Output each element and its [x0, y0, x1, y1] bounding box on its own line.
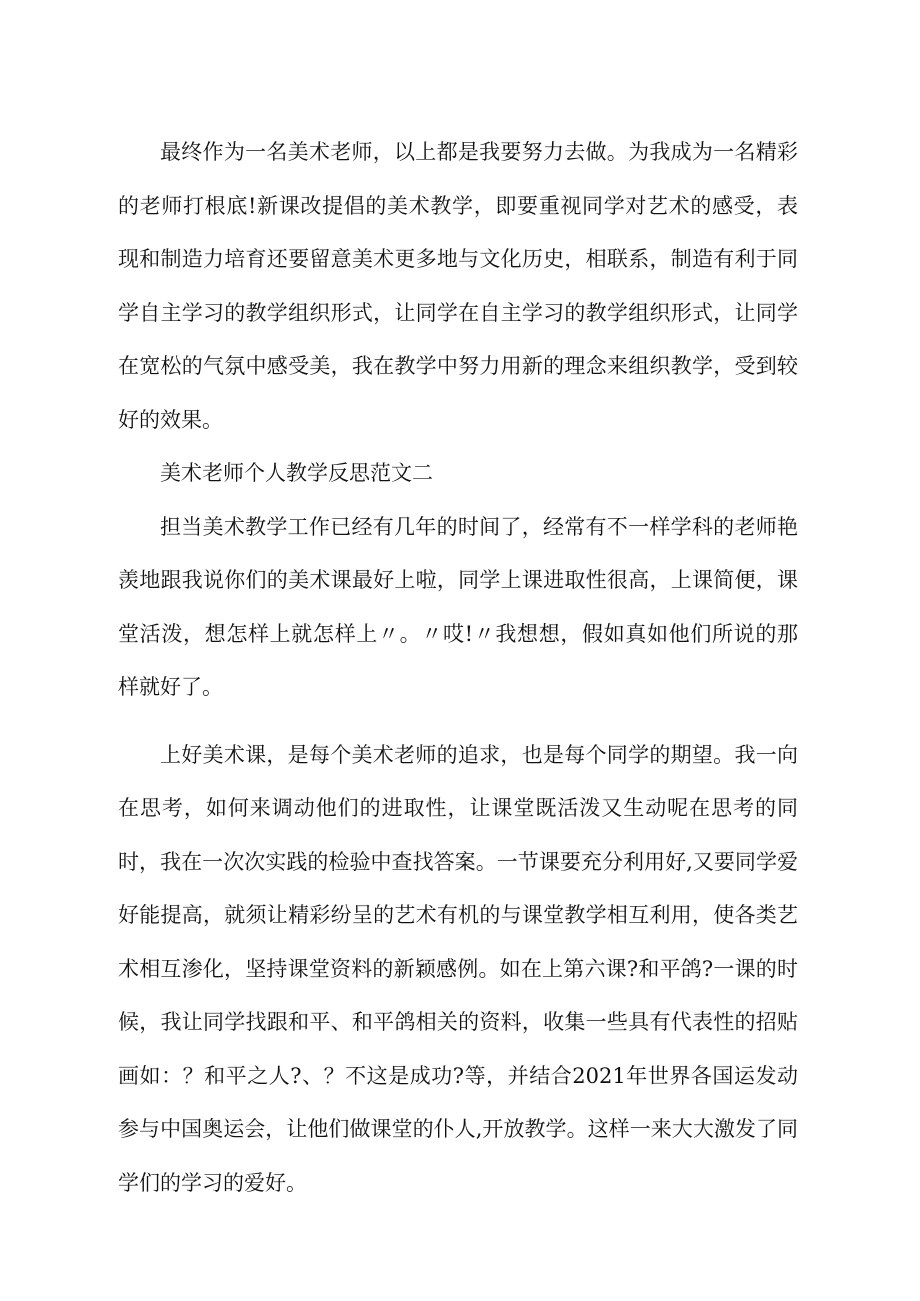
- paragraph-2: 担当美术教学工作已经有几年的时间了，经常有不一样学科的老师艳羡地跟我说你们的美术课最好上啦，同学上课进取性很高，上课简便，课堂活泼，想怎样上就怎样上〃。〃哎!〃我想想，假如真如他们所说的那样就好了。: [118, 514, 798, 699]
- section-heading: 美术老师个人教学反思范文二: [160, 461, 433, 485]
- paragraph-3: 上好美术课，是每个美术老师的追求，也是每个同学的期望。我一向在思考，如何来调动他们的进取性，让课堂既活泼又生动呢在思考的同时，我在一次次实践的检验中查找答案。一节课要充分利用好,又要同学爱好能提高，就须让精彩纷呈的艺术有机的与课堂教学相互利用，使各类艺术相互渗化，坚持课堂资料的新颖感例。如在上第六课?和平鸽?一课的时候，我让同学找跟和平、和平鸽相关的资料，收集一些具有代表性的招贴画如：？和平之人?、？不这是成功?等，并结合2021年世界各国运发动参与中国奥运会，让他们做课堂的仆人,开放教学。这样一来大大激发了同学们的学习的爱好。: [118, 742, 798, 1195]
- paragraph-1: 最终作为一名美术老师，以上都是我要努力去做。为我成为一名精彩的老师打根底!新课改提倡的美术教学，即要重视同学对艺术的感受，表现和制造力培育还要留意美术更多地与文化历史，相联系，制造有利于同学自主学习的教学组织形式，让同学在自主学习的教学组织形式，让同学在宽松的气氛中感受美，我在教学中努力用新的理念来组织教学，受到较好的效果。: [118, 140, 798, 432]
- document-body: [118, 126, 798, 1210]
